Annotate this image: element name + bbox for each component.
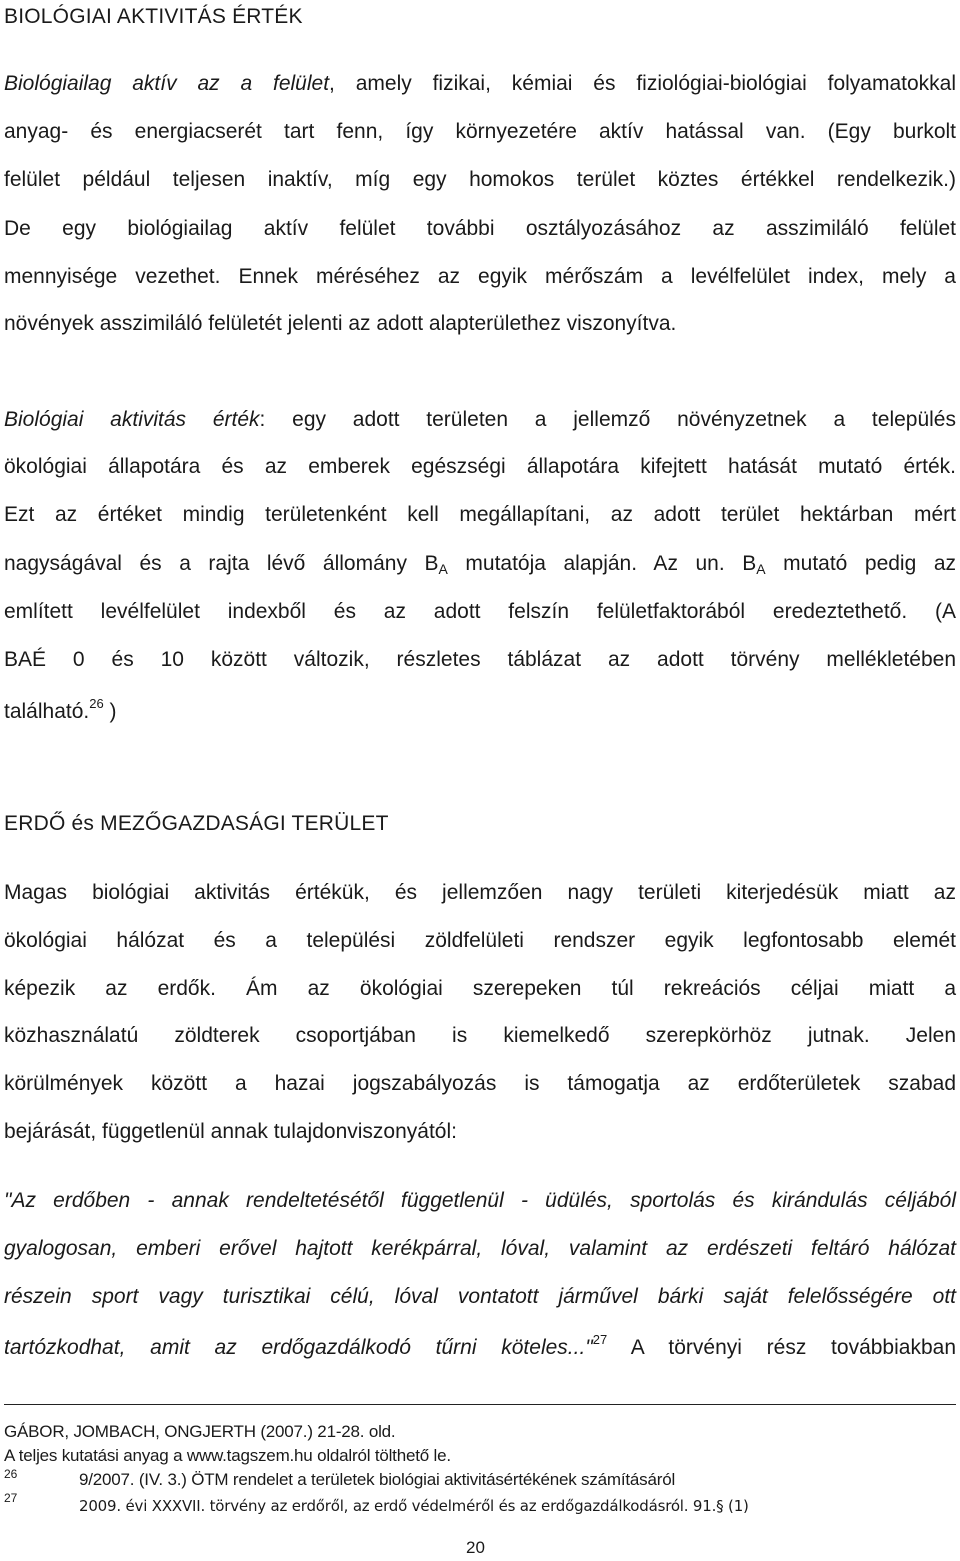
line-text: : egy adott területen a jellemző növényzetnek a település — [259, 408, 956, 431]
footnote-reference[interactable]: 26 — [89, 696, 104, 711]
footnote-26: 9/2007. (IV. 3.) ÖTM rendelet a területek biológiai aktivitásértékének számításáról — [79, 1470, 676, 1489]
paragraph-line: említett levélfelület indexből és az adott felszín felületfaktorából eredeztethető. (A — [4, 600, 956, 623]
paragraph-line: körülmények között a hazai jogszabályozás is támogatja az erdőterületek szabad — [4, 1072, 956, 1095]
footnote-27: 2009. évi XXXVII. törvény az erdőről, az erdő védelméről és az erdőgazdálkodásról. 91.§ (1) — [79, 1497, 749, 1515]
subscript: A — [756, 561, 766, 577]
section-heading-forest-agricultural: ERDŐ és MEZŐGAZDASÁGI TERÜLET — [4, 812, 389, 835]
footnote-separator — [4, 1404, 956, 1405]
quote-line: "Az erdőben - annak rendeltetésétől függetlenül - üdülés, sportolás és kirándulás céljából — [4, 1189, 956, 1212]
line-text: található. — [4, 700, 90, 723]
line-text: nagyságával és a rajta lévő állomány B — [4, 552, 439, 575]
italic-quote-end: tartózkodhat, amit az erdőgazdálkodó tűrni köteles..." — [4, 1336, 593, 1359]
line-text: mutató pedig az — [765, 552, 957, 575]
footer-download-line: A teljes kutatási anyag a www.tagszem.hu oldalról tölthető le. — [4, 1446, 451, 1465]
document-page — [4, 0, 956, 1561]
paragraph-line: De egy biológiailag aktív felület további osztályozásához az asszimiláló felület — [4, 217, 956, 240]
quote-line: részein sport vagy turisztikai célú, lóval vontatott járművel bárki saját felelősségére ott — [4, 1285, 956, 1308]
paragraph-line: Ezt az értéket mindig területenként kell megállapítani, az adott terület hektárban mért — [4, 503, 956, 526]
paragraph-line: ökológiai hálózat és a települési zöldfelületi rendszer egyik legfontosabb elemét — [4, 929, 956, 952]
line-text: ) — [103, 700, 117, 723]
paragraph-line — [4, 552, 956, 577]
paragraph-line: bejárását, függetlenül annak tulajdonviszonyától: — [4, 1120, 457, 1143]
line-text: , amely fizikai, kémiai és fiziológiai-biológiai folyamatokkal — [329, 72, 956, 95]
paragraph-line: ökológiai állapotára és az emberek egészségi állapotára kifejtett hatását mutató érték. — [4, 455, 956, 478]
italic-term: Biológiailag aktív az a felület — [4, 72, 330, 95]
line-text: A törvényi rész továbbiakban — [607, 1336, 956, 1359]
footnote-marker: 27 — [4, 1491, 18, 1505]
paragraph-line: képezik az erdők. Ám az ökológiai szerepeken túl rekreációs céljai miatt a — [4, 977, 956, 1000]
paragraph-line: mennyisége vezethet. Ennek méréséhez az egyik mérőszám a levélfelület index, mely a — [4, 265, 956, 288]
quote-line — [4, 1332, 956, 1360]
paragraph-line — [4, 408, 956, 432]
paragraph-line — [4, 696, 956, 724]
line-text: mutatója alapján. Az un. B — [447, 552, 757, 575]
footer-source-line: GÁBOR, JOMBACH, ONGJERTH (2007.) 21-28. old. — [4, 1422, 396, 1441]
paragraph-line: BAÉ 0 és 10 között változik, részletes táblázat az adott törvény mellékletében — [4, 648, 956, 671]
footnote-marker: 26 — [4, 1467, 18, 1481]
quote-line: gyalogosan, emberi erővel hajtott kerékpárral, lóval, valamint az erdészeti feltáró hálózat — [4, 1237, 956, 1260]
page-number: 20 — [466, 1538, 485, 1557]
section-heading-biological-activity: BIOLÓGIAI AKTIVITÁS ÉRTÉK — [4, 5, 303, 28]
italic-term: Biológiai aktivitás érték — [4, 408, 260, 431]
paragraph-line: anyag- és energiacserét tart fenn, így környezetére aktív hatással van. (Egy burkolt — [4, 120, 956, 143]
paragraph-line: Magas biológiai aktivitás értékük, és jellemzően nagy területi kiterjedésük miatt az — [4, 881, 956, 904]
paragraph-line: felület például teljesen inaktív, míg egy homokos terület köztes értékkel rendelkezik.) — [4, 168, 956, 191]
subscript: A — [438, 561, 448, 577]
paragraph-line: közhasználatú zöldterek csoportjában is kiemelkedő szerepkörhöz jutnak. Jelen — [4, 1024, 956, 1047]
paragraph-line — [4, 72, 956, 96]
paragraph-line: növények asszimiláló felületét jelenti az adott alapterülethez viszonyítva. — [4, 312, 677, 335]
footnote-reference[interactable]: 27 — [592, 1332, 608, 1347]
